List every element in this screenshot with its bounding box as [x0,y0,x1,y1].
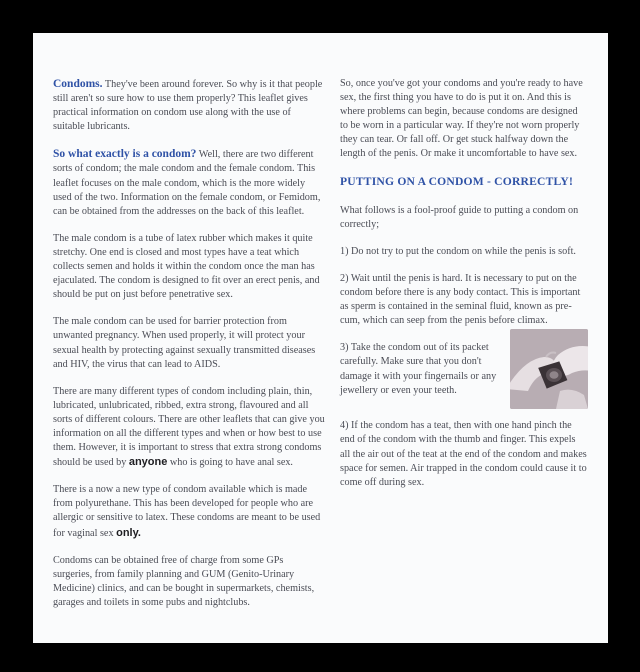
step-3: 3) Take the condom out of its packet carefully. Make sure that you don't damage it with your fingernails or any jewellery or even your teeth. [340,342,497,396]
guide-intro: What follows is a fool-proof guide to putting a condom on correctly; [340,204,579,230]
step-2: 2) Wait until the penis is hard. It is necessary to put on the condom before there is any body contact. This is important as sperm is contained in the seminal fluid, known as pre-cum, which can seep from the penis before climax. [340,272,581,327]
types-emphasis: anyone [128,456,168,469]
what-is-condom-lead: So what exactly is a condom? [53,148,197,161]
male-condom-paragraph: The male condom is a tube of latex rubber which makes it quite stretchy. One end is closed and most types have a teat which collects semen and holds it within the condom once the man has ejaculated. The condom is designed to fit over an erect penis, and should be put on just before penetrative sex. [53,232,320,301]
leaflet-page [33,33,608,643]
step-4: 4) If the condom has a teat, then with one hand pinch the end of the condom with the thumb and finger. This expels all the air out of the teat at the end of the condom and makes space for semen. Air trapped in the condom could cause it to come off during sex. [340,420,587,488]
ready-paragraph: So, once you've got your condoms and you're ready to have sex, the first thing you have to do is put it on. And this is where problems can begin, because condoms are designed to be worn in a particular way. If they're not worn properly they can tear. Or fall off. Or get stuck halfway down the length of the penis. Or make it uncomfortable to have sex. [340,78,583,160]
types-text-after: who is going to have anal sex. [167,457,293,469]
polyurethane-text: There is a now a new type of condom available which is made from polyurethane. This has been developed for people who are allergic or sensitive to latex. These condoms are meant to be used for vaginal sex [53,484,321,539]
hands-opening-packet-image [510,329,588,409]
types-text-before: There are many different types of condom including plain, thin, lubricated, unlubricated, ribbed, extra strong, flavoured and all sorts of different colours. There are other leaflets that can give you information on all the different types and when or how best to use them. However, it is important to stress that extra strong condoms should be used by [53,385,325,469]
left-column [53,77,325,623]
what-is-condom-text: Well, there are two different sorts of condom; the male condom and the female condom. This leaflet focuses on the male condom, which is the more widely used of the two. Information on the female condom, or Femidom, can be obtained from the addresses on the back of this leaflet. [53,149,321,217]
step-1: 1) Do not try to put the condom on while the penis is soft. [340,245,576,257]
intro-lead: Condoms. [53,78,103,90]
polyurethane-paragraph [53,483,325,540]
intro-text: They've been around forever. So why is it that people still aren't so sure how to use them properly? This leaflet gives practical information on condom use along with the use of suitable lubricants. [53,79,323,133]
intro-paragraph [53,77,325,134]
what-is-condom-paragraph [53,147,325,218]
right-column [340,77,588,503]
protection-paragraph: The male condom can be used for barrier protection from unwanted pregnancy. When used properly, it will protect your sexual health by protecting against sexually transmitted diseases and HIV, the virus that can lead to AIDS. [53,316,316,370]
polyurethane-emphasis: only. [116,526,141,539]
step-3-block [340,341,588,419]
availability-paragraph: Condoms can be obtained free of charge from some GPs surgeries, from family planning and GUM (Genito-Urinary Medicine) clinics, and can be bought in supermarkets, chemists, garages and toilets in some pubs and nightclubs. [53,554,315,608]
section-heading: PUTTING ON A CONDOM - CORRECTLY! [340,174,574,188]
condom-packet-photo [510,329,588,409]
types-paragraph [53,385,325,471]
